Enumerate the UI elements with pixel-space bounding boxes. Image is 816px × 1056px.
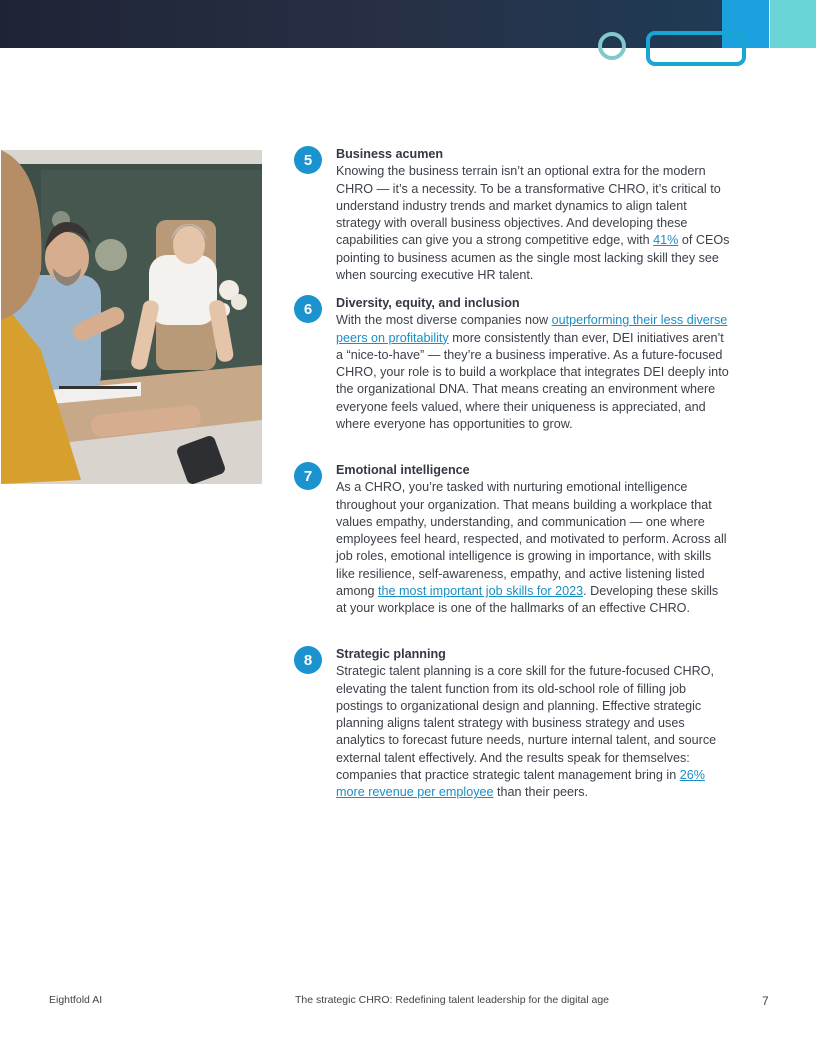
number-badge: 5 [294,146,322,174]
section-title: Emotional intelligence [336,463,470,477]
number-badge: 8 [294,646,322,674]
page-number: 7 [762,994,769,1008]
decorative-circle [598,32,626,60]
number-badge: 6 [294,295,322,323]
section-body-part: As a CHRO, you’re tasked with nurturing emotional intelligence throughout your organization. That means building a workplace that values empathy, understanding, and communication — one where employees feel heard, respected, and motivated to perform. Across all job roles, emotional intelligence is growing in importance, with skills like resilience, self-awareness, empathy, and active listening listed among [336,480,727,599]
section-text [336,146,732,284]
section-title: Diversity, equity, and inclusion [336,296,520,310]
source-link-41-percent[interactable]: 41% [653,233,679,248]
section-text [336,646,732,802]
section-body-part: . Developing these skills at your workplace is one of the hallmarks of an effective CHRO. [336,584,719,616]
section-body-part: With the most diverse companies now [336,313,552,328]
section-title: Strategic planning [336,647,446,661]
section-body-part: of CEOs pointing to business acumen as the single most lacking skill they see when sourcing executive HR talent. [336,233,730,283]
section-body-part: Knowing the business terrain isn’t an optional extra for the modern CHRO — it’s a necessity. To be a transformative CHRO, it’s critical to understand industry trends and market dynamics to align talent strategy with overall business objectives. And developing these capabilities can give you a strong competitive edge, with [336,164,721,248]
source-link-diverse-profitability[interactable]: outperforming their less diverse peers on profitability [336,313,728,345]
decorative-pill [646,31,746,66]
meeting-photo [1,150,262,484]
section-body-part: more consistently than ever, DEI initiatives aren’t a “nice-to-have” — they’re a business imperative. As a future-focused CHRO, your role is to build a workplace that integrates DEI deeply into the organizational DNA. That means creating an environment where everyone feels valued, where their uniqueness is appreciated, and where everyone has opportunities to grow. [336,330,729,432]
section-text [336,295,732,433]
section-body-part: Strategic talent planning is a core skill for the future-focused CHRO, elevating the talent function from its old-school role of filling job postings to organizational design and planning. Effective strategic planning aligns talent strategy with business strategy and uses analytics to forecast future needs, nurture internal talent, and source external talent effectively. And the results speak for themselves: companies that practice strategic talent management bring in [336,664,717,783]
footer-company: Eightfold AI [49,994,103,1006]
section-text [336,462,732,618]
header-accent-teal [770,0,816,48]
number-badge: 7 [294,462,322,490]
source-link-job-skills-2023[interactable]: the most important job skills for 2023 [378,584,584,599]
section-title: Business acumen [336,147,444,161]
section-body-part: than their peers. [493,785,589,800]
source-link-revenue-per-employee[interactable]: 26% more revenue per employee [336,768,705,800]
footer-doc-title: The strategic CHRO: Redefining talent leadership for the digital age [295,994,610,1006]
